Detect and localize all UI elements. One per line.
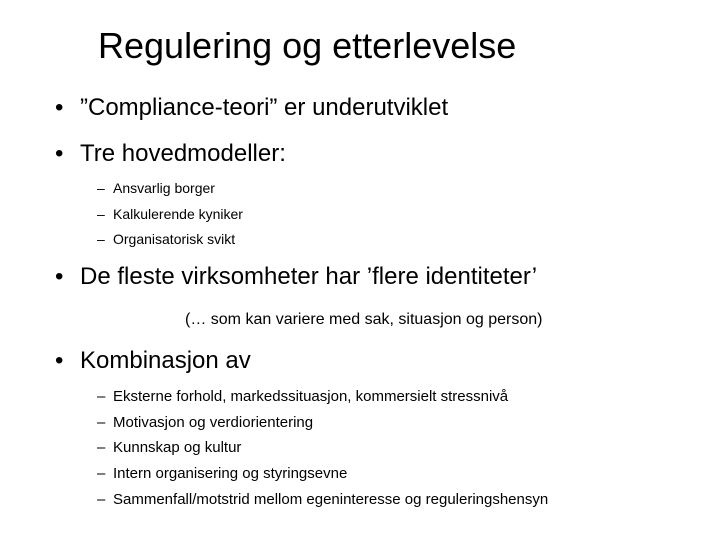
bullet-icon: • — [55, 263, 64, 290]
sub-bullet-text: Ansvarlig borger — [113, 180, 215, 196]
bullet-icon: • — [55, 94, 64, 121]
sub-bullet-text: Organisatorisk svikt — [113, 231, 236, 247]
dash-icon: – — [97, 388, 106, 405]
bullet-icon: • — [55, 347, 64, 374]
slide-title: Regulering og etterlevelse — [98, 25, 517, 66]
dash-icon: – — [97, 465, 106, 482]
dash-icon: – — [97, 231, 105, 247]
dash-icon: – — [97, 206, 105, 222]
sub-bullet-text: Sammenfall/motstrid mellom egeninteresse og reguleringshensyn — [113, 491, 549, 508]
dash-icon: – — [97, 180, 105, 196]
bullet-text: De fleste virksomheter har ’flere identiteter’ — [80, 263, 538, 290]
sub-bullet-text: Kunnskap og kultur — [113, 439, 242, 456]
bullet-text: Tre hovedmodeller: — [80, 140, 286, 167]
dash-icon: – — [97, 414, 106, 431]
bullet-icon: • — [55, 140, 64, 167]
sub-bullet-text: Eksterne forhold, markedssituasjon, kommersielt stressnivå — [113, 388, 509, 405]
bullet-text: Kombinasjon av — [80, 347, 251, 374]
note-text: (… som kan variere med sak, situasjon og person) — [185, 311, 543, 328]
sub-bullet-text: Kalkulerende kyniker — [113, 206, 243, 222]
sub-bullet-text: Intern organisering og styringsevne — [113, 465, 348, 482]
dash-icon: – — [97, 491, 106, 508]
sub-bullet-text: Motivasjon og verdiorientering — [113, 414, 314, 431]
bullet-text: ”Compliance-teori” er underutviklet — [80, 94, 449, 121]
dash-icon: – — [97, 439, 106, 456]
